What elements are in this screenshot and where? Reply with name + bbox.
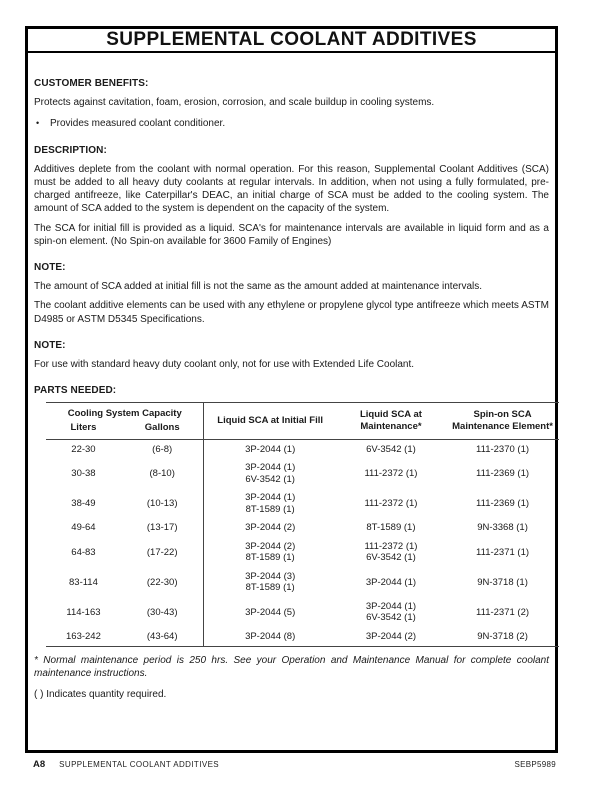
table-cell: 3P-2044 (1) 6V-3542 (1)	[365, 600, 417, 624]
customer-benefits-bullet-item	[34, 117, 549, 130]
column-header-liters: Liters	[46, 421, 121, 440]
table-cell: (43-64)	[121, 627, 204, 646]
title-band	[28, 29, 555, 53]
table-cell: 3P-2044 (3) 8T-1589 (1)	[245, 570, 296, 594]
heading-note-2: NOTE:	[34, 339, 66, 351]
table-cell: 8T-1589 (1)	[366, 522, 416, 534]
table-cell: 30-38	[71, 468, 96, 480]
table-cell: 9N-3718 (1)	[477, 576, 528, 588]
table-cell: 111-2370 (1)	[476, 443, 530, 455]
customer-benefits-paragraph: Protects against cavitation, foam, erosion, corrosion, and scale buildup in cooling systems.	[34, 97, 435, 109]
table-cell: (13-17)	[121, 519, 204, 538]
heading-parts-needed: PARTS NEEDED:	[34, 385, 117, 397]
bullet-text: Provides measured coolant conditioner.	[50, 118, 226, 130]
column-header-initial-fill: Liquid SCA at Initial Fill	[204, 403, 336, 440]
table-cell: (8-10)	[121, 459, 204, 489]
description-paragraph-1: Additives deplete from the coolant with normal operation. For this reason, Supplemental Coolant Additives (SCA) must be added to all heavy duty coolants at regular intervals. In addition, when not using a fully formulated, pre-charged antifreeze, like Caterpillar's DEAC, an initial charge of SCA must be added to the cooling system. The amount of SCA added to the system is dependent on the capacity of the system.	[34, 163, 549, 215]
bullet-icon: •	[36, 118, 40, 129]
page-footer	[25, 759, 558, 770]
parts-table-header	[46, 403, 559, 440]
table-cell: 38-49	[71, 498, 96, 510]
table-row	[46, 597, 559, 627]
table-cell: 3P-2044 (1)	[245, 443, 296, 455]
maintenance-period-footnote: * Normal maintenance period is 250 hrs. See your Operation and Maintenance Manual for complete coolant maintenance instructions.	[34, 654, 549, 680]
table-cell: (6-8)	[121, 440, 204, 459]
table-cell: 111-2371 (1)	[476, 546, 530, 558]
table-cell: 111-2372 (1)	[364, 468, 418, 480]
footer-document-title: SUPPLEMENTAL COOLANT ADDITIVES	[59, 760, 220, 769]
column-header-cooling-system-capacity: Cooling System Capacity	[46, 403, 204, 422]
table-cell: 64-83	[71, 546, 96, 558]
table-cell: 111-2369 (1)	[476, 468, 530, 480]
parts-table-body	[46, 440, 559, 647]
table-cell: (17-22)	[121, 537, 204, 567]
table-cell: 22-30	[71, 443, 96, 455]
table-cell: 9N-3718 (2)	[477, 630, 528, 642]
table-cell: 3P-2044 (1) 8T-1589 (1)	[245, 492, 296, 515]
table-row	[46, 489, 559, 519]
table-row	[46, 459, 559, 489]
footer-page-number: A8	[33, 759, 46, 770]
page-title: SUPPLEMENTAL COOLANT ADDITIVES	[106, 29, 477, 50]
table-cell: 111-2372 (1)	[364, 498, 418, 510]
page-content	[28, 77, 555, 702]
footer-doc-code: SEBP5989	[514, 760, 556, 769]
heading-customer-benefits: CUSTOMER BENEFITS:	[34, 78, 149, 89]
note-2-paragraph-1: For use with standard heavy duty coolant only, not for use with Extended Life Coolant.	[34, 359, 415, 371]
table-row	[46, 627, 559, 646]
note-1-paragraph-2: The coolant additive elements can be used with any ethylene or propylene glycol type antifreeze which meets ASTM D4985 or ASTM D5345 Specifications.	[34, 300, 549, 325]
table-row	[46, 519, 559, 538]
table-cell: 114-163	[66, 606, 101, 618]
table-cell: 6V-3542 (1)	[366, 443, 416, 455]
table-cell: 111-2369 (1)	[476, 498, 530, 510]
note-1-paragraph-1: The amount of SCA added at initial fill is not the same as the amount added at maintenance intervals.	[34, 281, 483, 293]
column-header-gallons: Gallons	[121, 421, 204, 440]
table-row	[46, 567, 559, 597]
table-cell: 3P-2044 (2)	[365, 630, 417, 642]
table-cell: 3P-2044 (1) 6V-3542 (1)	[245, 462, 296, 485]
table-cell: (30-43)	[121, 597, 204, 627]
table-cell: 3P-2044 (8)	[245, 630, 296, 642]
column-header-spin-on: Spin-on SCA Maintenance Element*	[446, 403, 559, 440]
table-cell: 49-64	[71, 522, 96, 534]
table-cell: (10-13)	[121, 489, 204, 519]
table-cell: 3P-2044 (2) 8T-1589 (1)	[245, 540, 296, 564]
column-header-maintenance: Liquid SCA at Maintenance*	[336, 403, 446, 440]
page-border-box	[25, 26, 558, 753]
table-row	[46, 537, 559, 567]
table-cell: 111-2372 (1) 6V-3542 (1)	[364, 540, 418, 564]
quantity-footnote: ( ) Indicates quantity required.	[34, 689, 167, 701]
table-cell: 163-242	[66, 630, 101, 642]
parts-needed-table	[46, 402, 559, 647]
table-cell: 111-2371 (2)	[476, 606, 530, 618]
heading-description: DESCRIPTION:	[34, 144, 107, 156]
table-cell: 3P-2044 (5)	[245, 606, 296, 618]
description-paragraph-2: The SCA for initial fill is provided as a liquid. SCA's for maintenance intervals are available in liquid form and as a spin-on element. (No Spin-on available for 3600 Family of Engines)	[34, 222, 549, 247]
table-cell: 3P-2044 (2)	[245, 522, 296, 534]
heading-note-1: NOTE:	[34, 262, 66, 274]
table-cell: (22-30)	[121, 567, 204, 597]
table-cell: 83-114	[69, 576, 98, 588]
table-cell: 9N-3368 (1)	[477, 522, 528, 534]
table-row	[46, 440, 559, 459]
table-cell: 3P-2044 (1)	[365, 576, 417, 588]
